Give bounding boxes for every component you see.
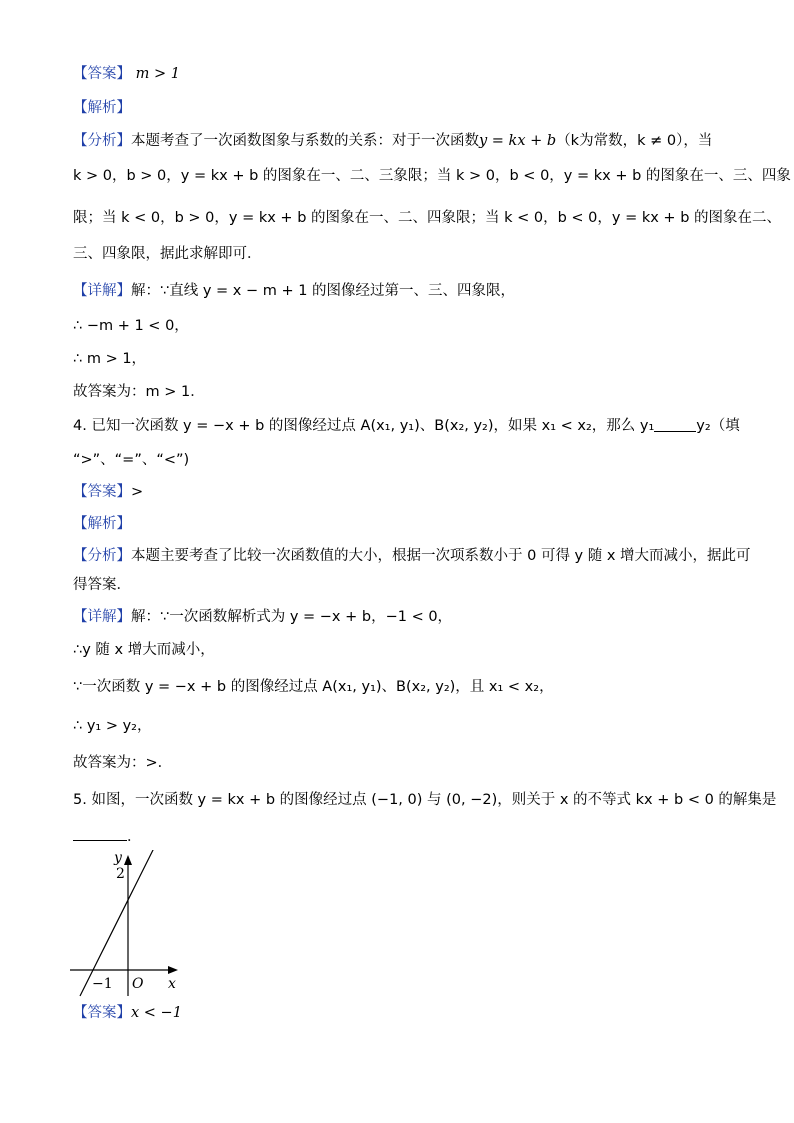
answer-value: x < −1 (131, 1005, 182, 1021)
q3-step2: ∴ m > 1， (73, 351, 147, 367)
fenxi-text-2: （k为常数，k ≠ 0），当 (556, 133, 713, 149)
q4-conclusion: 故答案为：>． (73, 755, 173, 771)
answer-value: m > 1 (135, 66, 180, 82)
answer-value: > (131, 484, 144, 500)
q4-text-2: y₂（填 (696, 418, 740, 434)
analysis-label: 【解析】 (73, 100, 131, 116)
y-axis-arrow (124, 855, 132, 865)
answer-blank (654, 417, 696, 432)
answer-label: 【答案】 (73, 1005, 131, 1021)
q4-question-line2: “>”、“=”、“<”) (73, 452, 190, 468)
xiangjie-text: 解：∵直线 y = x − m + 1 的图像经过第一、三、四象限， (131, 283, 516, 299)
q4-xiangjie-line (73, 607, 452, 627)
q4-step1: ∴y 随 x 增大而减小， (73, 642, 215, 658)
q3-step1: ∴ −m + 1 < 0， (73, 318, 189, 334)
q3-fenxi-line2: k > 0，b > 0，y = kx + b 的图象在一、二、三象限；当 k > 0，b < 0，y = kx + b 的图象在一、三、四象 (73, 168, 791, 184)
function-graph (66, 850, 186, 998)
q4-question-line1 (73, 416, 740, 436)
q3-conclusion: 故答案为：m > 1． (73, 384, 205, 400)
fenxi-equation: y = kx + b (479, 133, 557, 149)
q4-fenxi-line2: 得答案． (73, 577, 131, 593)
x-axis-label: x (168, 976, 176, 992)
q3-fenxi-line4: 三、四象限，据此求解即可． (73, 246, 262, 262)
q5-tail: ． (127, 829, 142, 845)
q5-question-line2 (73, 826, 142, 847)
q5-question-line1: 5. 如图，一次函数 y = kx + b 的图像经过点 (−1, 0) 与 (0, −2)，则关于 x 的不等式 kx + b < 0 的解集是 (73, 792, 777, 808)
fenxi-text: 本题考查了一次函数图象与系数的关系：对于一次函数 (131, 133, 479, 149)
y-tick-label: 2 (116, 866, 125, 882)
q3-analysis-heading (73, 98, 131, 118)
answer-blank (73, 826, 127, 841)
q3-answer-line (73, 64, 180, 84)
q5-answer-line (73, 1003, 182, 1023)
fenxi-label: 【分析】 (73, 133, 131, 149)
xiangjie-text: 解：∵一次函数解析式为 y = −x + b，−1 < 0， (131, 609, 453, 625)
q4-analysis-heading (73, 514, 131, 534)
q3-fenxi-line1 (73, 131, 712, 151)
fenxi-text: 本题主要考查了比较一次函数值的大小，根据一次项系数小于 0 可得 y 随 x 增大而减小，据此可 (131, 548, 751, 564)
q4-answer-line (73, 482, 143, 502)
q3-xiangjie-line (73, 281, 515, 301)
q4-step2: ∵一次函数 y = −x + b 的图像经过点 A(x₁, y₁)、B(x₂, y₂)，且 x₁ < x₂， (73, 679, 554, 695)
xiangjie-label: 【详解】 (73, 609, 131, 625)
q4-fenxi-line1 (73, 546, 751, 566)
q4-text: 4. 已知一次函数 y = −x + b 的图像经过点 A(x₁, y₁)、B(x₂, y₂)，如果 x₁ < x₂，那么 y₁ (73, 418, 655, 434)
analysis-label: 【解析】 (73, 516, 131, 532)
answer-label: 【答案】 (73, 484, 131, 500)
x-axis-arrow (168, 966, 178, 974)
y-axis-label: y (114, 850, 122, 866)
origin-label: O (132, 976, 144, 992)
answer-label: 【答案】 (73, 66, 131, 82)
q3-fenxi-line3: 限；当 k < 0，b > 0，y = kx + b 的图象在一、二、四象限；当 k < 0，b < 0，y = kx + b 的图象在二、 (73, 210, 782, 226)
xiangjie-label: 【详解】 (73, 283, 131, 299)
q4-step3: ∴ y₁ > y₂， (73, 718, 152, 734)
x-tick-label: −1 (92, 976, 113, 992)
fenxi-label: 【分析】 (73, 548, 131, 564)
